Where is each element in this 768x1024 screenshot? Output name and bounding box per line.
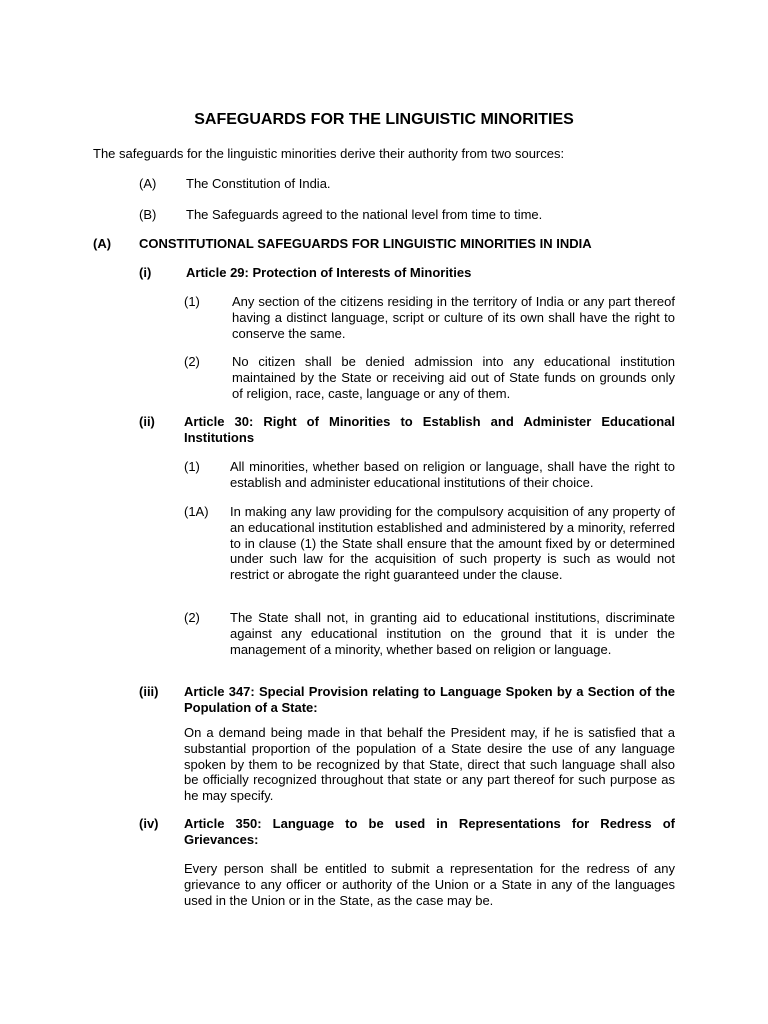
source-text-b: The Safeguards agreed to the national level from time to time. xyxy=(186,207,543,222)
source-label-a: (A) xyxy=(139,176,157,191)
clause-number: (1) xyxy=(184,294,200,309)
article-30-number: (ii) xyxy=(139,414,155,429)
clause-number: (2) xyxy=(184,610,200,625)
clause-text: No citizen shall be denied admission into any educational institution maintained by the State or receiving aid out of State funds on grounds only of religion, race, caste, language or any of them. xyxy=(232,354,675,401)
article-29-heading: Article 29: Protection of Interests of Minorities xyxy=(186,265,472,280)
article-350-number: (iv) xyxy=(139,816,159,831)
clause-number: (1) xyxy=(184,459,200,474)
article-347-heading: Article 347: Special Provision relating to Language Spoken by a Section of the Population of a State: xyxy=(184,684,675,715)
clause-text: Any section of the citizens residing in the territory of India or any part thereof having a distinct language, script or culture of its own shall have the right to conserve the same. xyxy=(232,294,675,341)
article-30-heading: Article 30: Right of Minorities to Establish and Administer Educational Institutions xyxy=(184,414,675,445)
article-347-text: On a demand being made in that behalf the President may, if he is satisfied that a substantial proportion of the population of a State desire the use of any language spoken by them to be recognized by that State, direct that such language shall also be officially recognized throughout that state or any part thereof for such purpose as he may specify. xyxy=(184,725,675,804)
source-label-b: (B) xyxy=(139,207,157,222)
article-347-number: (iii) xyxy=(139,684,159,699)
article-350-text: Every person shall be entitled to submit a representation for the redress of any grievance to any officer or authority of the Union or a State in any of the languages used in the Union or in the State, as the case may be. xyxy=(184,861,675,908)
section-a-heading: CONSTITUTIONAL SAFEGUARDS FOR LINGUISTIC MINORITIES IN INDIA xyxy=(139,236,592,251)
article-350-heading: Article 350: Language to be used in Representations for Redress of Grievances: xyxy=(184,816,675,847)
clause-text: All minorities, whether based on religion or language, shall have the right to establish and administer educational institutions of their choice. xyxy=(230,459,675,490)
clause-text: In making any law providing for the compulsory acquisition of any property of an educational institution established and administered by a minority, referred to in clause (1) the State shall ensure that the amount fixed by or determined under such law for the acquisition of such property is such as would not restrict or abrogate the right guaranteed under the clause. xyxy=(230,504,675,583)
clause-number: (1A) xyxy=(184,504,209,519)
section-a-label: (A) xyxy=(93,236,112,251)
source-text-a: The Constitution of India. xyxy=(186,176,331,191)
document-title: SAFEGUARDS FOR THE LINGUISTIC MINORITIES xyxy=(194,111,574,128)
clause-text: The State shall not, in granting aid to educational institutions, discriminate against any educational institution on the ground that it is under the management of a minority, whether based on religion or language. xyxy=(230,610,675,657)
intro-paragraph: The safeguards for the linguistic minorities derive their authority from two sources: xyxy=(93,146,565,161)
article-29-number: (i) xyxy=(139,265,152,280)
clause-number: (2) xyxy=(184,354,200,369)
